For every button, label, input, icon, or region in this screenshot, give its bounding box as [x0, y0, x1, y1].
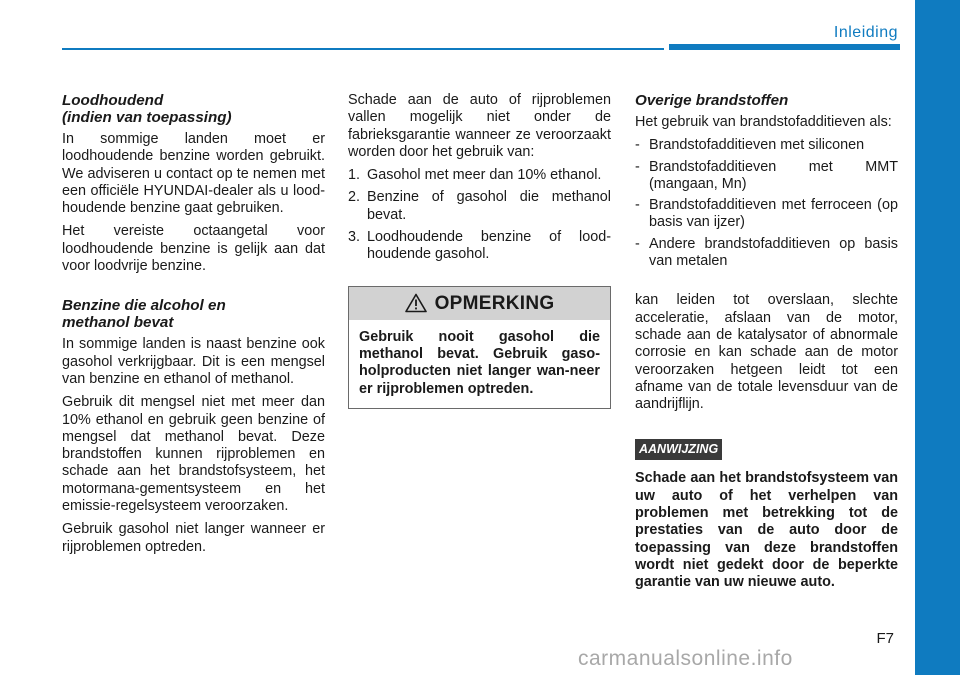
heading-overige-brandstoffen: Overige brandstoffen	[635, 92, 789, 109]
note-badge: AANWIJZING	[635, 439, 722, 460]
list-item: 2. Benzine of gasohol die methanol bevat.	[348, 189, 611, 223]
list-item: - Brandstofadditieven met siliconen	[635, 137, 865, 154]
dash-list	[635, 137, 898, 270]
list-item: 1. Gasohol met meer dan 10% ethanol.	[348, 167, 602, 184]
section-title: Inleiding	[833, 24, 898, 41]
heading-loodhoudend: Loodhoudend (indien van toepassing)	[62, 92, 232, 126]
paragraph: Schade aan de auto of rijproblemen vallen mogelijk niet onder de fabrieksgarantie wanneer ze veroorzaakt worden door het gebruik van:	[348, 92, 611, 160]
paragraph: In sommige landen moet er loodhoudende benzine worden gebruikt. We adviseren u contact op te nemen met een officiële HYUNDAI-dealer als u lood-houdende benzine gaat gebruiken.	[62, 131, 325, 217]
heading-alcohol-methanol: Benzine die alcohol en methanol bevat	[62, 297, 226, 332]
paragraph: Het gebruik van brandstofadditieven als:	[635, 114, 892, 130]
paragraph: In sommige landen is naast benzine ook gasohol verkrijgbaar. Dit is een mengsel van benzine en ethanol of methanol.	[62, 336, 325, 387]
warning-text: Gebruik nooit gasohol die methanol bevat. Gebruik gaso-holproducten niet langer wan-neer er rijproblemen optreden.	[359, 328, 600, 397]
list-item: - Andere brandstofadditieven op basis van metalen	[635, 235, 898, 270]
paragraph: Gebruik dit mengsel niet met meer dan 10% ethanol en gebruik geen benzine of mengsel dat methanol bevat. Deze brandstoffen kunnen rijproblemen en schade aan het brandstofsysteem, het motormana-gementsysteem en het emissie-regelsysteem veroorzaken.	[62, 394, 325, 515]
list-item: - Brandstofadditieven met MMT (mangaan, Mn)	[635, 158, 898, 192]
note-text: Schade aan het brandstofsysteem van uw auto of het verhelpen van problemen met betrekking tot de prestaties van de auto door de toepassing van deze brandstoffen wordt niet gedekt door de beperkte garantie van uw nieuwe auto.	[635, 470, 898, 591]
watermark: carmanualsonline.info	[578, 647, 793, 670]
list-item: - Brandstofadditieven met ferroceen (op basis van ijzer)	[635, 197, 898, 231]
paragraph: kan leiden tot overslaan, slechte acceleratie, afslaan van de motor, schade aan de katalysator of abnormale corrosie en kan schade aan de motor veroorzaken hetgeen leidt tot een afname van de totale levensduur van de aandrijflijn.	[635, 292, 898, 413]
list-item: 3. Loodhoudende benzine of lood-houdende gasohol.	[348, 229, 611, 263]
warning-triangle-icon	[405, 293, 427, 313]
column-right	[635, 92, 898, 598]
column-middle	[348, 92, 611, 409]
side-tab-bar	[915, 0, 960, 675]
paragraph: Gebruik gasohol niet langer wanneer er rijproblemen optreden.	[62, 521, 325, 555]
numbered-list	[348, 167, 611, 263]
page-number: F7	[876, 630, 894, 647]
warning-title: OPMERKING	[434, 292, 555, 314]
paragraph: Het vereiste octaangetal voor loodhoudende benzine is gelijk aan dat voor loodvrije benzine.	[62, 223, 325, 275]
header-rule-accent	[669, 44, 900, 50]
column-left	[62, 92, 325, 562]
warning-box	[348, 286, 611, 409]
header-rule	[62, 48, 664, 50]
warning-header	[349, 287, 610, 320]
